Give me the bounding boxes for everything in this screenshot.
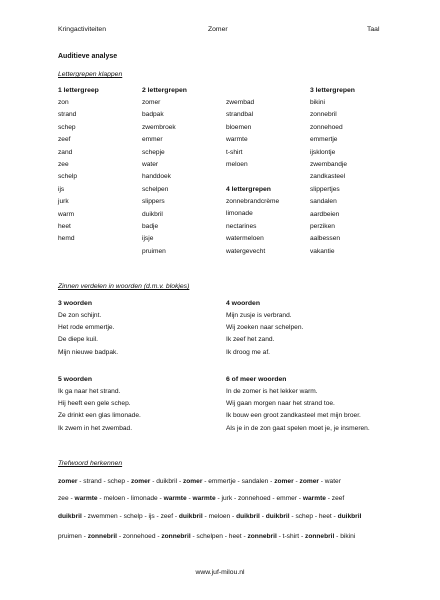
header-right: Taal	[367, 26, 380, 33]
list-item: zee	[58, 160, 69, 168]
sentence-item: Ik zwem in het zwembad.	[58, 424, 133, 432]
list-item: ijs	[58, 185, 65, 193]
list-item: water	[142, 160, 159, 168]
word-sequence: - emmertje - sandalen -	[202, 478, 275, 485]
list-item: schelpen	[142, 185, 169, 193]
list-item: vakantie	[310, 247, 335, 255]
list-2-lettergrepen-continued	[226, 97, 254, 171]
list-item: jurk	[58, 198, 69, 206]
word-sequence: - zonnehoed -	[117, 533, 162, 540]
list-item: watergevecht	[226, 247, 266, 255]
word-sequence: - schelpen - heet -	[190, 533, 248, 540]
list-6-woorden	[226, 386, 370, 435]
sentence-item: Ik droog me af.	[226, 348, 270, 356]
list-item: handdoek	[142, 173, 171, 181]
list-item: perziken	[310, 222, 335, 230]
target-word: warmte	[163, 495, 187, 502]
footer-url: www.juf-milou.nl	[195, 569, 245, 576]
list-item: schepje	[142, 148, 165, 156]
list-item: zonnebrandcrème	[226, 198, 280, 205]
target-word: duikbril	[265, 513, 290, 520]
page-title: Auditieve analyse	[58, 53, 118, 60]
word-sequence: - meloen -	[202, 513, 237, 520]
word-sequence: - water	[318, 478, 341, 485]
target-word: duikbril	[337, 513, 362, 520]
sentence-item: Mijn nieuwe badpak.	[58, 348, 119, 356]
target-word: zomer	[58, 478, 78, 485]
list-item: zonnebril	[310, 111, 337, 119]
header-left: Kringactiviteiten	[58, 26, 106, 33]
list-item: zon	[58, 99, 69, 106]
list-item: strandbal	[226, 111, 254, 119]
sentence-item: Wij gaan morgen naar het strand toe.	[226, 400, 335, 408]
heading-4-woorden: 4 woorden	[226, 300, 260, 307]
trefwoord-line	[58, 478, 388, 485]
sentence-item: De diepe kuil.	[58, 336, 98, 344]
list-item: ijsklontje	[310, 148, 336, 156]
list-item: zonnehoed	[310, 123, 343, 131]
target-word: zonnebril	[161, 533, 191, 540]
target-word: duikbril	[236, 513, 260, 520]
section-title-lettergrepen: Lettergrepen klappen	[58, 71, 123, 78]
word-sequence: - t-shirt -	[276, 533, 306, 540]
trefwoord-line	[58, 513, 388, 520]
heading-5-woorden: 5 woorden	[58, 376, 92, 383]
list-item: meloen	[226, 160, 248, 168]
word-sequence: - duikbril -	[150, 478, 183, 485]
list-item: hemd	[58, 235, 75, 243]
section-title-zinnen: Zinnen verdelen in woorden (d.m.v. blokjes)	[58, 283, 190, 290]
target-word: zonnebril	[247, 533, 277, 540]
list-item: bloemen	[226, 123, 252, 131]
section-title-trefwoord: Trefwoord herkennen	[58, 460, 123, 467]
list-item: zandkasteel	[310, 173, 346, 181]
col-heading-1-lettergreep: 1 lettergreep	[58, 87, 99, 94]
list-item: slippers	[142, 198, 165, 206]
list-3-lettergrepen	[310, 97, 347, 258]
word-sequence: pruimen -	[58, 533, 88, 540]
trefwoord-line	[58, 495, 388, 502]
word-sequence: - schep - heet -	[289, 513, 338, 520]
word-sequence: - strand - schep -	[77, 478, 131, 485]
list-3-woorden	[58, 310, 118, 359]
list-item: zwembroek	[142, 123, 176, 131]
list-item: sandalen	[310, 198, 337, 206]
list-item: schep	[58, 123, 76, 131]
target-word: zomer	[130, 478, 151, 485]
sentence-item: Ik bouw een groot zandkasteel met mijn broer.	[226, 412, 361, 420]
list-item: zand	[58, 148, 73, 156]
list-4-lettergrepen	[226, 196, 279, 258]
sentence-item: De zon schijnt.	[58, 312, 102, 319]
list-item: aardbeien	[310, 210, 340, 218]
target-word: warmte	[74, 495, 98, 502]
target-word: duikbril	[58, 513, 82, 520]
list-2-lettergrepen	[142, 97, 176, 258]
sentence-item: Ik zeef het zand.	[226, 336, 275, 344]
header-center: Zomer	[208, 26, 228, 33]
trefwoord-line	[58, 533, 388, 540]
list-item: zwembandje	[310, 160, 348, 168]
word-sequence: -	[293, 478, 300, 485]
target-word: zomer	[274, 478, 294, 485]
sentence-item: Ik ga naar het strand.	[58, 388, 121, 395]
sentence-item: Mijn zusje is verbrand.	[226, 312, 292, 319]
list-item: heet	[58, 222, 71, 230]
list-item: aalbessen	[310, 235, 341, 243]
sentence-item: Ze drinkt een glas limonade.	[58, 412, 141, 420]
heading-3-woorden: 3 woorden	[58, 300, 92, 307]
list-5-woorden	[58, 386, 141, 435]
list-4-woorden	[226, 310, 303, 359]
target-word: zomer	[182, 478, 203, 485]
list-item: nectarines	[226, 222, 257, 230]
list-item: duikbril	[142, 210, 163, 218]
target-word: warmte	[192, 495, 216, 502]
word-sequence: zee -	[58, 495, 75, 502]
list-item: warm	[58, 210, 75, 218]
word-sequence: - zeef	[325, 495, 345, 502]
list-item: t-shirt	[226, 148, 243, 156]
list-item: warmte	[226, 136, 248, 144]
list-item: strand	[58, 111, 77, 119]
list-item: pruimen	[142, 247, 166, 255]
list-item: schelp	[58, 173, 78, 181]
list-item: limonade	[226, 210, 253, 218]
word-sequence: -	[259, 513, 266, 520]
target-word: zonnebril	[305, 533, 335, 540]
col-heading-4-lettergrepen: 4 lettergrepen	[226, 186, 271, 193]
word-sequence: - jurk - zonnehoed - emmer -	[215, 495, 303, 502]
word-sequence: - bikini	[334, 533, 356, 540]
list-item: zomer	[142, 99, 161, 106]
target-word: warmte	[302, 495, 326, 502]
word-sequence: - meloen - limonade -	[97, 495, 164, 502]
list-item: badpak	[142, 111, 164, 119]
heading-6-woorden: 6 of meer woorden	[226, 376, 287, 383]
col-heading-3-lettergrepen: 3 lettergrepen	[310, 87, 355, 94]
word-sequence: -	[186, 495, 193, 502]
target-word: zomer	[299, 478, 319, 485]
col-heading-2-lettergrepen: 2 lettergrepen	[142, 87, 187, 94]
list-item: slippertjes	[310, 185, 340, 193]
word-sequence: - zwemmen - schelp - ijs - zeef -	[81, 513, 179, 520]
sentence-item: In de zomer is het lekker warm.	[226, 388, 318, 395]
list-item: watermeloen	[226, 235, 264, 243]
sentence-item: Als je in de zon gaat spelen moet je, je insmeren.	[226, 424, 370, 432]
sentence-item: Het rode emmertje.	[58, 324, 115, 332]
list-item: badje	[142, 222, 159, 230]
list-item: ijsje	[142, 235, 154, 243]
list-item: zeef	[58, 136, 71, 144]
list-item: emmertje	[310, 136, 338, 144]
target-word: duikbril	[178, 513, 203, 520]
sentence-item: Wij zoeken naar schelpen.	[226, 324, 304, 332]
target-word: zonnebril	[87, 533, 117, 540]
list-1-lettergreep	[58, 97, 77, 246]
list-item: bikini	[310, 99, 326, 106]
sentence-item: Hij heeft een gele schep.	[58, 400, 131, 408]
list-item: emmer	[142, 136, 163, 144]
list-item: zwembad	[226, 99, 255, 106]
